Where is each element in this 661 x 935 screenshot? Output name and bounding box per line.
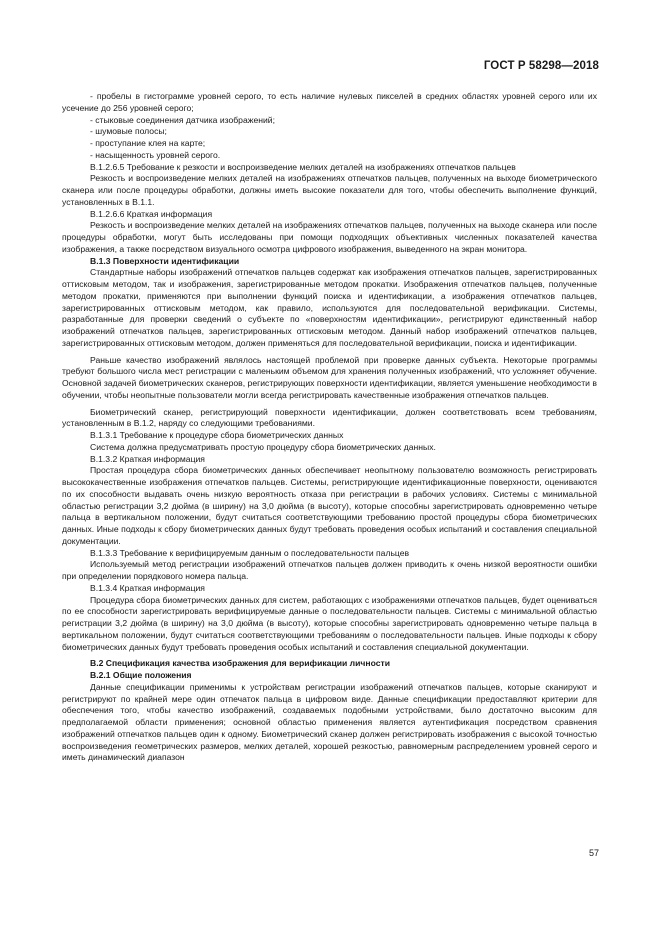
clause-heading: В.1.3.1 Требование к процедуре сбора биометрических данных [90, 430, 344, 440]
paragraph: Данные спецификации применимы к устройствам регистрации изображений отпечатков пальцев, которые сканируют и регистрируют по крайней мере один отпечаток пальца в цифровом виде. Данные спецификации предоставляют критерии для обеспечения того, чтобы качество изображений, создаваемых подобными устройствами, было достаточно высоким для предполагаемой области применения; основной областью применения является аутентификация посредством сравнения изображений отпечатков пальцев один к одному. Биометрический сканер должен регистрировать изображения с высокой точностью воспроизведения геометрических размеров, мелких деталей, хорошей резкостью, равномерным распределением уровней серого и иметь динамический диапазон [62, 681, 597, 763]
list-item: - проступание клея на карте; [90, 138, 206, 148]
section-heading: В.2 Спецификация качества изображения для верификации личности [90, 658, 391, 669]
clause-heading: В.1.3.4 Краткая информация [90, 582, 205, 593]
paragraph: Система должна предусматривать простую процедуру сбора биометрических данных. [90, 441, 436, 452]
list-item: - пробелы в гистограмме уровней серого, то есть наличие нулевых пикселей в средних областях уровней серого или их усечение до 256 уровней серого; [62, 91, 597, 113]
page-number: 57 [588, 848, 599, 858]
list-item: - стыковые соединения датчика изображений; [90, 114, 275, 125]
clause-heading: В.1.3.2 Краткая информация [90, 453, 205, 464]
subsection-heading: В.2.1 Общие положения [90, 670, 192, 680]
section-heading: В.1.3 Поверхности идентификации [90, 255, 240, 266]
paragraph: Используемый метод регистрации изображений отпечатков пальцев должен приводить к очень низкой вероятности ошибки при определении порядкового номера пальца. [62, 559, 597, 581]
paragraph: Простая процедура сбора биометрических данных обеспечивает неопытному пользователю возможность регистрировать высококачественные изображения отпечатков пальцев. Системы, регистрирующие идентификационные поверхности, оцениваются по их способности выдавать очень низкую вероятность отказа при регистрации в рабочих условиях. Системы с минимальной областью регистрации 3,2 дюйма (в ширину) на 3,0 дюйма (в высоту), которые способны зарегистрировать одновременно четыре пальца в вертикальном положении, будут считаться соответствующими требованию простой процедуры сбора биометрических данных. Иные подходы к сбору биометрических данных будут требовать проведения особых испытаний и составления специальной документации. [62, 465, 597, 546]
paragraph: Биометрический сканер, регистрирующий поверхности идентификации, должен соответствовать всем требованиям, установленным в В.1.2, наряду со следующими требованиями. [62, 406, 597, 429]
paragraph: Процедура сбора биометрических данных для систем, работающих с изображениями отпечатков пальцев, будет оцениваться по ее способности зарегистрировать верифицируемые данные о последовательности пальцев. Системы с минимальной областью регистрации 3,2 дюйма (в ширину) на 3,0 дюйма (в высоту), которые способны зарегистрировать одновременно четыре пальца в вертикальном положении, будут считаться соответствующими требованиям о последовательности пальцев. Иные подходы к сбору биометрических данных будут требовать проведения особых испытаний и составления специальной документации. [62, 594, 597, 652]
paragraph: Резкость и воспроизведение мелких деталей на изображениях отпечатков пальцев, полученных на выходе сканера или после процедуры обработки, могут быть исследованы при помощи подходящих объективных численных показателей качества изображения, а также посредством визуального осмотра цифрового изображения, выведенного на экран монитора. [62, 220, 597, 254]
clause-heading: В.1.2.6.6 Краткая информация [90, 208, 213, 219]
list-item: - насыщенность уровней серого. [90, 149, 221, 160]
list-item: - шумовые полосы; [90, 126, 167, 137]
clause-heading: В.1.3.3 Требование к верифицируемым данным о последовательности пальцев [90, 547, 410, 558]
paragraph: Стандартные наборы изображений отпечатков пальцев содержат как изображения отпечатков пальцев, зарегистрированных оттисковым методом, так и изображения, зарегистрированные методом прокатки. Изображения отпечатков пальцев, полученные методом прокатки, применяются при выполнении функций поиска и идентификации, а изображения отпечатков пальцев, зарегистрированных оттисковым методом, как правило, используются для последовательной верификации. Системы, разработанные для проверки сведений о субъекте по «поверхностям идентификации», регистрируют единственный набор изображений отпечатков пальцев, зарегистрированных оттисковым методом. Данный набор изображений отпечатков пальцев, зарегистрированных оттисковым методом, должен применяться для последовательной верификации, поиска и идентификации. [62, 267, 597, 348]
paragraph: Резкость и воспроизведение мелких деталей на изображениях отпечатков пальцев, полученных на выходе биометрического сканера или после процедуры обработки, должны иметь высокие показатели для того, чтобы обеспечить выполнение функций, установленных в В.1.1. [62, 173, 597, 207]
paragraph: Раньше качество изображений являлось настоящей проблемой при проверке данных субъекта. Некоторые программы требуют большого числа мест регистрации с маленьким объемом для хранения полученных изображений, что усложняет обучение. Основной задачей биометрических сканеров, регистрирующих поверхности идентификации, является уменьшение необходимости в обучении, чтобы неопытные пользователи могли всегда регистрировать качественные изображения отпечатков пальцев. [62, 354, 597, 400]
document-code: ГОСТ Р 58298—2018 [483, 60, 599, 72]
document-body [62, 91, 597, 764]
clause-heading: В.1.2.6.5 Требование к резкости и воспроизведение мелких деталей на изображениях отпечатков пальцев [90, 161, 516, 172]
